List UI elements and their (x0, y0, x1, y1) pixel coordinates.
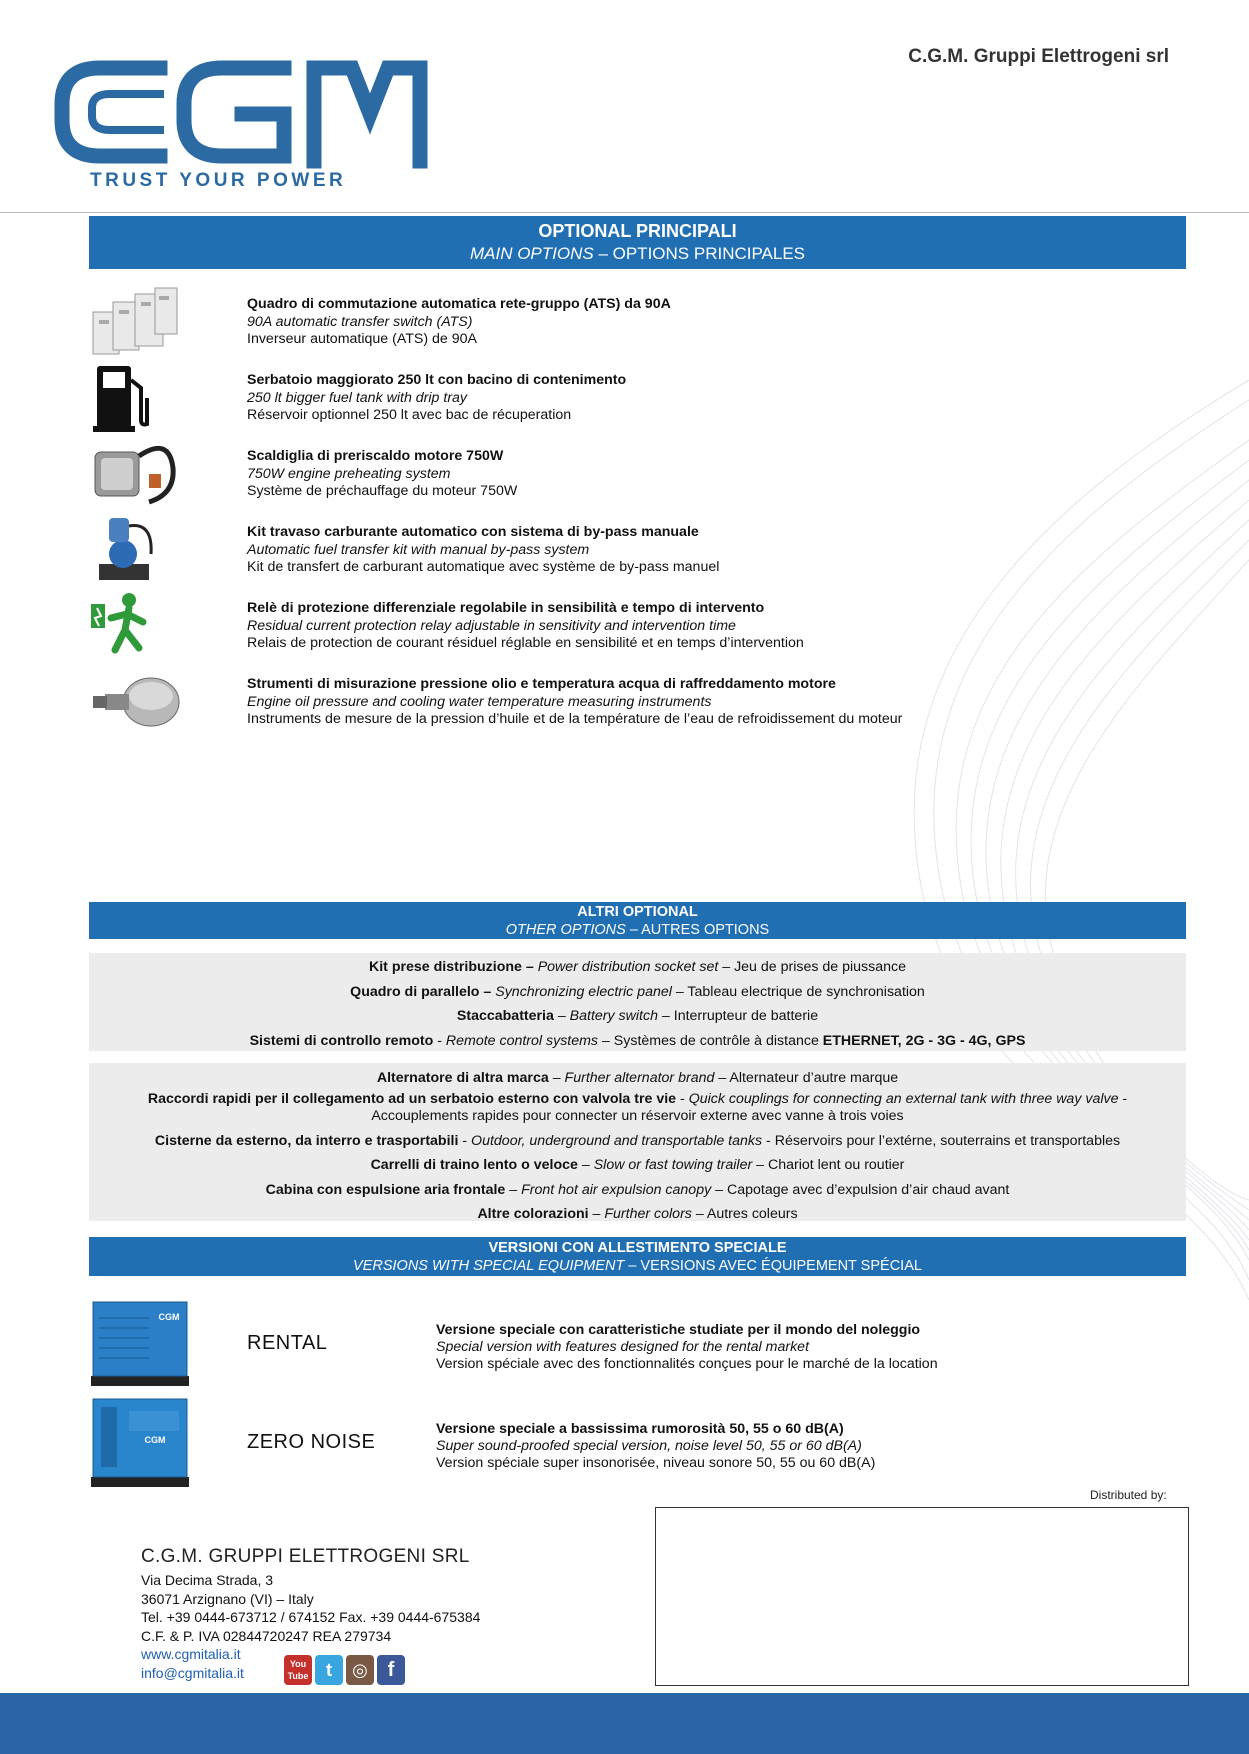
list-item: Kit prese distribuzione – Power distribution socket set – Jeu de prises de piussance (368, 959, 907, 975)
website-link[interactable]: www.cgmitalia.it (141, 1646, 241, 1662)
option-en: 250 lt bigger fuel tank with drip tray (247, 389, 468, 406)
option-it: Scaldiglia di preriscaldo motore 750W (247, 448, 504, 464)
option-item (89, 514, 1089, 590)
preheater-icon (89, 438, 199, 510)
other-options-banner (89, 902, 1186, 939)
main-options-subtitle-fr: – OPTIONS PRINCIPALES (593, 244, 806, 263)
distributed-by-label: Distributed by: (1090, 1488, 1167, 1502)
version-en: Special version with features designed for the rental market (436, 1339, 810, 1355)
option-fr: Inverseur automatique (ATS) de 90A (247, 331, 478, 347)
version-name: ZERO NOISE (247, 1431, 376, 1453)
special-versions-title: VERSIONI CON ALLESTIMENTO SPECIALE (488, 1240, 787, 1256)
list-item: Cabina con espulsione aria frontale – Front hot air expulsion canopy – Capotage avec d’expulsion d’air chaud avant (265, 1181, 1010, 1198)
twitter-icon[interactable]: t (315, 1655, 343, 1685)
option-it: Kit travaso carburante automatico con sistema di by-pass manuale (247, 524, 699, 540)
logo-tagline: TRUST YOUR POWER (90, 170, 347, 191)
option-it: Quadro di commutazione automatica rete-gruppo (ATS) da 90A (247, 296, 671, 312)
list-item: Carrelli di traino lento o veloce – Slow or fast towing trailer – Chariot lent ou routier (370, 1157, 905, 1173)
special-versions-subtitle-fr: – VERSIONS AVEC ÉQUIPEMENT SPÉCIAL (624, 1258, 922, 1274)
option-fr: Kit de transfert de carburant automatique avec système de by-pass manuel (247, 559, 720, 575)
list-item: Staccabatteria – Battery switch – Interrupteur de batterie (456, 1008, 819, 1024)
option-item (89, 362, 1089, 438)
main-options-subtitle-en: MAIN OPTIONS (469, 244, 594, 263)
version-name: RENTAL (247, 1332, 328, 1354)
option-it: Relè di protezione differenziale regolabile in sensibilità e tempo di intervento (247, 600, 765, 616)
option-it: Strumenti di misurazione pressione olio e temperatura acqua di raffreddamento motore (247, 676, 836, 692)
option-item (89, 666, 1089, 742)
zero-noise-generator-image (89, 1397, 191, 1489)
option-fr: Réservoir optionnel 250 lt avec bac de récuperation (247, 407, 572, 423)
other-options-subtitle-fr: – AUTRES OPTIONS (625, 922, 770, 938)
list-item: Quadro di parallelo – Synchronizing electric panel – Tableau electrique de synchronisation (350, 983, 925, 1000)
company-name-header: C.G.M. Gruppi Elettrogeni srl (908, 46, 1169, 67)
other-options-subtitle-en: OTHER OPTIONS (505, 922, 626, 938)
option-en: 90A automatic transfer switch (ATS) (247, 313, 473, 330)
special-version-zero-noise (89, 1397, 1186, 1492)
option-en: Automatic fuel transfer kit with manual by-pass system (247, 541, 590, 558)
special-version-rental (89, 1298, 1186, 1393)
list-item: Raccordi rapidi per il collegamento ad un serbatoio esterno con valvola tre vie - Quick couplings for connecting an external tank with three way valve - (147, 1090, 1128, 1107)
footer-bar (0, 1693, 1249, 1754)
option-fr: Système de préchauffage du moteur 750W (247, 483, 518, 499)
option-en: Residual current protection relay adjustable in sensitivity and intervention time (247, 617, 736, 634)
pressure-sensor-icon (89, 666, 199, 738)
svg-text:CGM: CGM (158, 1312, 180, 1322)
option-item (89, 438, 1089, 514)
distributor-box (655, 1507, 1189, 1686)
fuel-transfer-pump-icon (89, 514, 199, 586)
option-en: Engine oil pressure and cooling water temperature measuring instruments (247, 693, 712, 710)
other-options-title: ALTRI OPTIONAL (577, 904, 698, 920)
address-line-2: 36071 Arzignano (VI) – Italy (141, 1590, 314, 1607)
instagram-icon[interactable]: ◎ (346, 1655, 374, 1685)
social-icons (284, 1655, 408, 1685)
email-link[interactable]: info@cgmitalia.it (141, 1664, 244, 1681)
list-item: Alternatore di altra marca – Further alternator brand – Alternateur d’autre marque (376, 1070, 899, 1086)
rental-generator-image (89, 1298, 191, 1390)
address-line-1: Via Decima Strada, 3 (141, 1572, 274, 1588)
phone-fax: Tel. +39 0444-673712 / 674152 Fax. +39 0444-675384 (141, 1609, 481, 1625)
main-options-banner (89, 216, 1186, 269)
cgm-logo (52, 36, 432, 196)
option-item (89, 590, 1089, 666)
option-fr: Relais de protection de courant résiduel réglable en sensibilité et en temps d’intervention (247, 635, 804, 651)
list-item: Altre colorazioni – Further colors – Autres coleurs (477, 1206, 798, 1222)
version-it: Versione speciale a bassissima rumorosità 50, 55 o 60 dB(A) (436, 1421, 844, 1437)
other-options-group-2 (89, 1063, 1186, 1221)
version-it: Versione speciale con caratteristiche studiate per il mondo del noleggio (436, 1322, 921, 1338)
version-en: Super sound-proofed special version, noise level 50, 55 or 60 dB(A) (436, 1438, 862, 1454)
main-options-title: OPTIONAL PRINCIPALI (538, 221, 737, 241)
option-en: 750W engine preheating system (247, 465, 451, 482)
header-divider (0, 212, 1249, 213)
special-versions-banner (89, 1237, 1186, 1276)
version-fr: Version spéciale super insonorisée, niveau sonore 50, 55 ou 60 dB(A) (436, 1455, 876, 1471)
option-it: Serbatoio maggiorato 250 lt con bacino di contenimento (247, 372, 627, 388)
footer-company-name: C.G.M. GRUPPI ELETTROGENI SRL (141, 1546, 470, 1567)
fuel-pump-icon (89, 362, 199, 434)
facebook-icon[interactable]: f (377, 1655, 405, 1685)
option-item (89, 286, 1089, 362)
list-item: Sistemi di controllo remoto - Remote control systems – Systèmes de contrôle à distance ETHERNET, 2G - 3G - 4G, GPS (249, 1032, 1026, 1049)
version-fr: Version spéciale avec des fonctionnalités conçues pour le marché de la location (436, 1356, 938, 1372)
option-fr: Instruments de mesure de la pression d’huile et de la température de l’eau de refroidissement du moteur (247, 711, 903, 727)
vat-number: C.F. & P. IVA 02844720247 REA 279734 (141, 1627, 392, 1644)
list-item: Cisterne da esterno, da interro e trasportabili - Outdoor, underground and transportable tanks - Réservoirs pour l’extérne, souterrains et transportables (154, 1132, 1121, 1149)
other-options-group-1 (89, 953, 1186, 1051)
youtube-icon[interactable]: You Tube (284, 1655, 312, 1685)
ats-panels-icon (89, 286, 199, 358)
special-versions-subtitle-en: VERSIONS WITH SPECIAL EQUIPMENT (353, 1258, 625, 1274)
list-item-continuation: Accouplements rapides pour connecter un réservoir externe avec vanne à trois voies (371, 1107, 904, 1124)
electric-shock-icon (89, 590, 199, 662)
svg-text:CGM: CGM (144, 1435, 166, 1445)
